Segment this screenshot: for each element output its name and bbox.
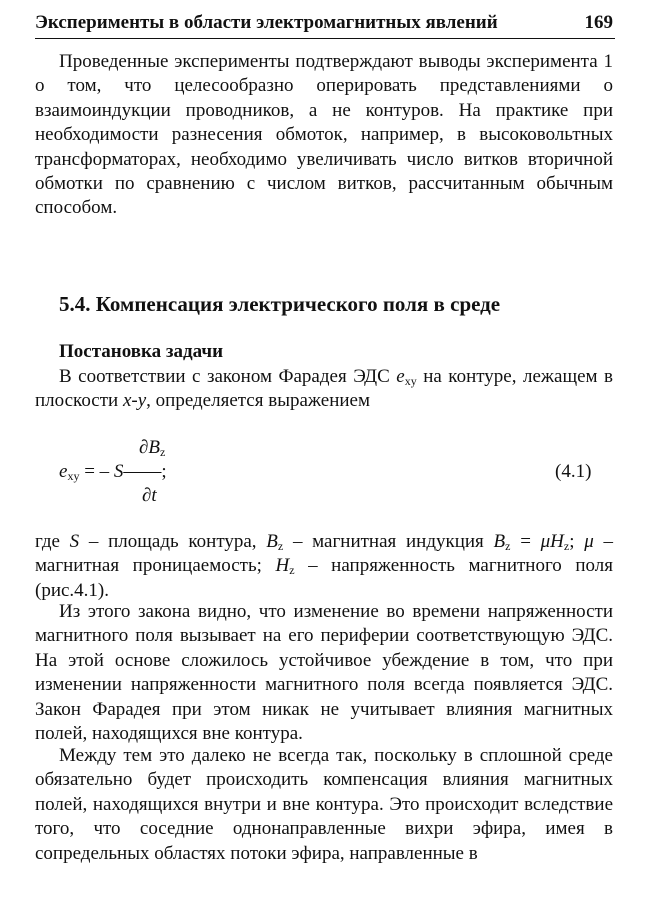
equation-number: (4.1) xyxy=(555,461,592,482)
emf-symbol: e xyxy=(396,366,405,387)
paragraph-2: В соответствии с законом Фарадея ЭДС $e_{xy}$ на контуре, лежащем в плоскости x-y, определяется выражением xyxy=(35,366,614,412)
paragraph-1: Проведенные эксперименты подтверждают выводы эксперимента 1 о том, что целесообразно оперировать представлениями о взаимоиндукции проводников, а не контуров. На практике при необходимости разнесения обмоток, например, в высоковольтных трансформаторах, необходимо увеличивать число витков вторичной обмотки по сравнению с числом витков, рассчитанным обычным способом. xyxy=(35,51,613,219)
equation-main-line: $e_{xy}$ = – S——; xyxy=(59,461,167,483)
paragraph-5: Между тем это далеко не всегда так, поскольку в сплошной среде обязательно будет происходить компенсация влияния магнитных полей, находящихся внутри и вне контура. Это происходит вследствие того, что соседние однонаправленные вихри эфира, имея в сопредельных областях потоки эфира, направленные в xyxy=(35,745,613,864)
paragraph-4: Из этого закона видно, что изменение во времени напряженности магнитного поля вызывает на его периферии соответствующую ЭДС. На этой основе сложилось устойчивое убеждение в том, что при изменении напряженности магнитного поля всегда появляется ЭДС. Закон Фарадея при этом никак не учитывает влияния магнитных полей, находящихся вне контура. xyxy=(35,601,613,745)
subsection-title: Постановка задачи xyxy=(59,341,224,362)
equation-numerator: $\partial B_z$ xyxy=(139,437,166,459)
section-title: 5.4. Компенсация электрического поля в среде xyxy=(59,292,501,316)
paragraph-3: где S – площадь контура, $B_z$ – магнитная индукция $B_z = \mu H_z$; μ – магнитная проницаемость; $H_z$ – напряженность магнитного поля (рис.4.1). xyxy=(35,531,614,601)
equation-denominator: ∂t xyxy=(142,485,157,506)
header-title: Эксперименты в области электромагнитных явлений xyxy=(35,12,498,33)
page-number: 169 xyxy=(584,12,613,33)
plane-label: x-y xyxy=(122,390,147,412)
running-header xyxy=(35,10,615,39)
